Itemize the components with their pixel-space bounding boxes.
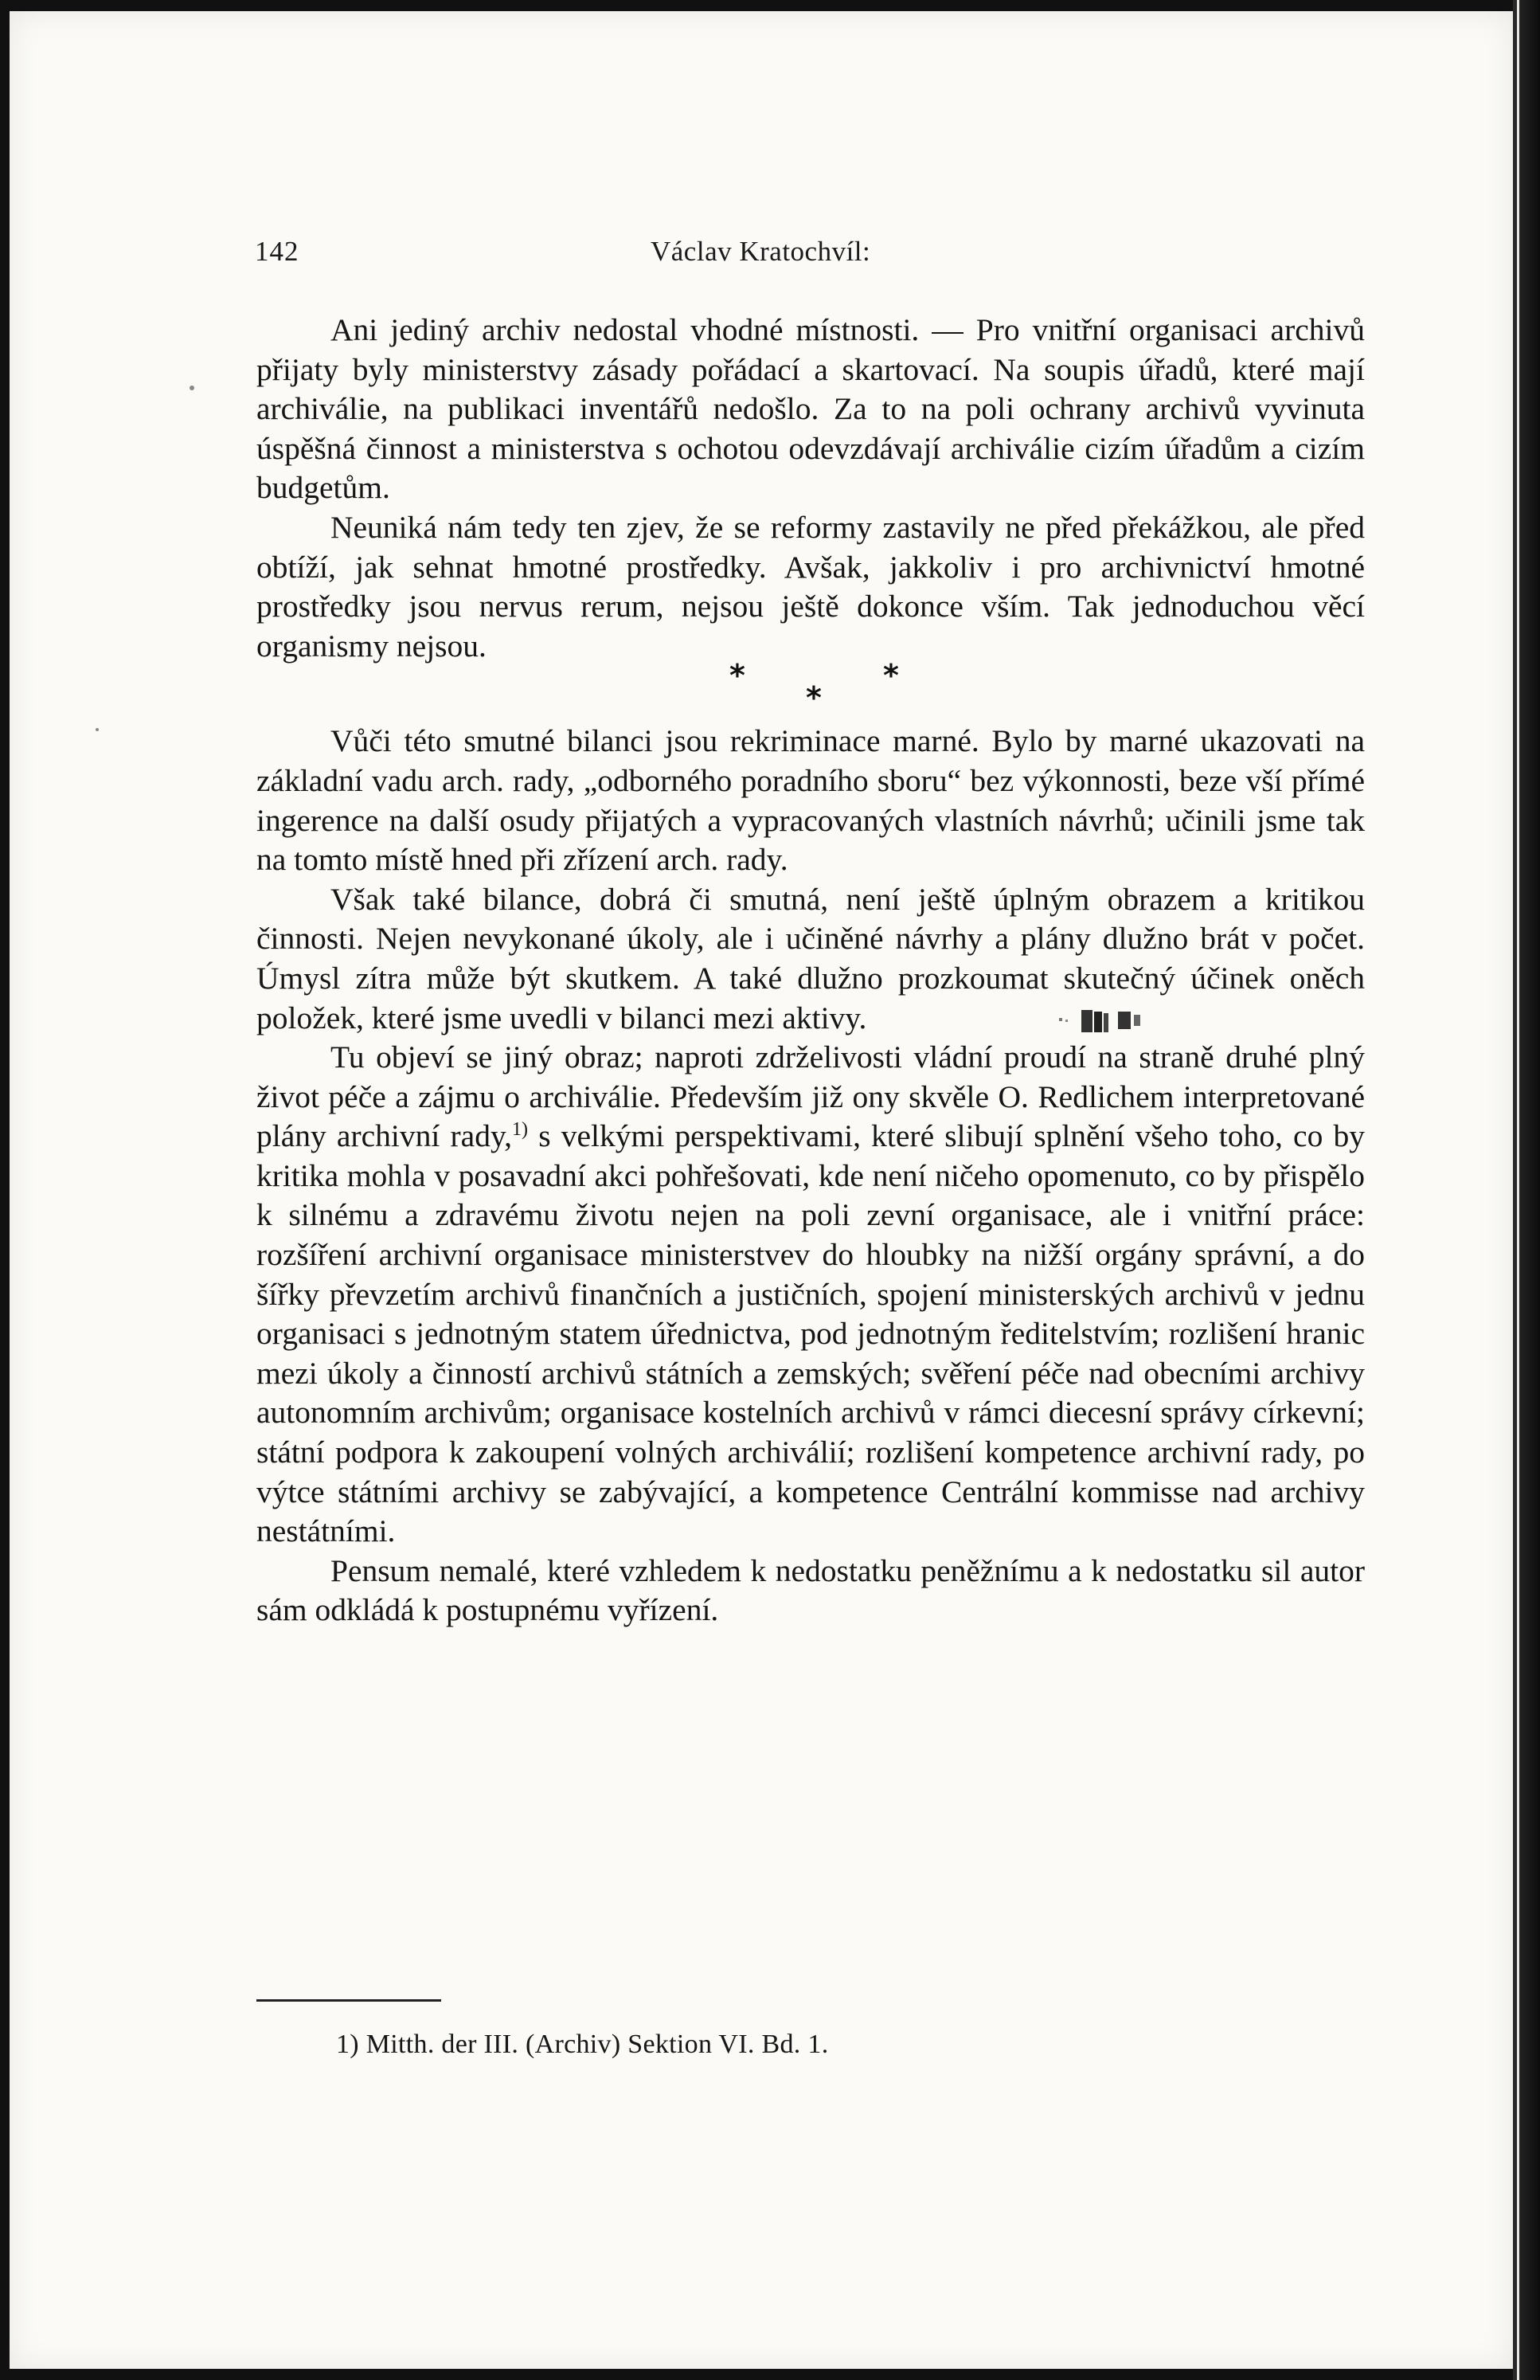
- paragraph-4-text: Však také bilance, dobrá či smutná, není ještě úplným obrazem a kritikou činnosti. Nejen nevykonané úkoly, ale i učiněné návrhy a plány dlužno brát v počet. Úmysl zítra může být skutkem. A také dlužno prozkoumat skutečný účinek oněch položek, které jsme uvedli v bilanci mezi aktivy.: [256, 881, 1365, 1035]
- ink-smudge-icon: [1057, 1007, 1145, 1034]
- asterisk: *: [883, 658, 899, 694]
- paper-speck: [190, 386, 194, 390]
- footnote-text: Mitth. der III. (Archiv) Sektion VI. Bd. 1.: [365, 2030, 829, 2059]
- paragraph-1: Ani jediný archiv nedostal vhodné místnosti. — Pro vnitřní organisaci archivů přijaty byly ministerstvy zásady pořádací a skartovací. Na soupis úřadů, které mají archiválie, na publikaci inventářů nedošlo. Za to na poli ochrany archivů vyvinuta úspěšná činnost a ministerstva s ochotou odevzdávají archiválie cizím úřadům a cizím budgetům.: [256, 312, 1365, 506]
- running-head: [255, 236, 1370, 276]
- asterisk: *: [729, 658, 745, 694]
- paragraph-6: Pensum nemalé, které vzhledem k nedostatku peněžnímu a k nedostatku sil autor sám odkládá k postupnému vyřízení.: [256, 1552, 1365, 1628]
- footnote-reference: 1): [512, 1119, 529, 1141]
- footnote-marker: 1): [336, 2030, 359, 2059]
- paragraph-5: [256, 1038, 1365, 1552]
- footnote: [336, 2030, 1292, 2060]
- paragraph-5-continued: s velkými perspektivami, které slibují splnění všeho toho, co by kritika mohla v posavadní akci pohřešovati, kde není ničeho opomenuto, co by přispělo k silnému a zdravému životu nejen na poli zevní organisace, ale i vnitřní práce: rozšíření archivní organisace ministerstvev do hloubky na nižší orgány správní, a do šířky převzetím archivů finančních a justičních, spojení ministerských archivů v jednu organisaci s jednotným statem úřednictva, pod jednotným ředitelstvím; rozlišení hranic mezi úkoly a činností archivů státních a zemských; svěření péče nad obecními archivy autonomním archivům; organisace kostelních archivů v rámci diecesní správy církevní; státní podpora k zakoupení volných archiválií; rozlišení kompetence archivní rady, po výtce státními archivy se zabývající, a kompetence Centrální kommisse nad archivy nestátními.: [256, 1118, 1366, 1549]
- paragraph-4: [256, 880, 1365, 1038]
- paragraph-2: Neuniká nám tedy ten zjev, že se reformy zastavily ne před překážkou, ale před obtíží, jak sehnat hmotné prostředky. Avšak, jakkoliv i pro archivnictví hmotné prostředky jsou nervus rerum, nejsou ještě dokonce vším. Tak jednoduchou věcí organismy nejsou.: [256, 509, 1365, 664]
- running-title: Václav Kratochvíl:: [651, 236, 871, 267]
- page-number: 142: [255, 236, 299, 267]
- body-text: [256, 311, 1365, 1630]
- paragraph-3: Vůči této smutné bilanci jsou rekriminace marné. Bylo by marné ukazovati na základní vadu arch. rady, „odborného poradního sboru“ bez výkonnosti, beze vší přímé ingerence na další osudy přijatých a vypracovaných vlastních návrhů; učinili jsme tak na tomto místě hned při zřízení arch. rady.: [256, 723, 1365, 878]
- footnote-rule: [256, 1999, 441, 2002]
- asterisk: *: [806, 680, 822, 716]
- section-break: [256, 658, 1365, 716]
- paper-speck: [96, 728, 99, 731]
- paragraph-5-text: Tu objeví se jiný obraz; naproti zdrželivosti vládní proudí na straně druhé plný život péče a zájmu o archiválie. Především již ony skvěle O. Redlichem interpretované plány archivní rady,: [256, 1039, 1365, 1154]
- page-edge-line: [1517, 0, 1519, 2380]
